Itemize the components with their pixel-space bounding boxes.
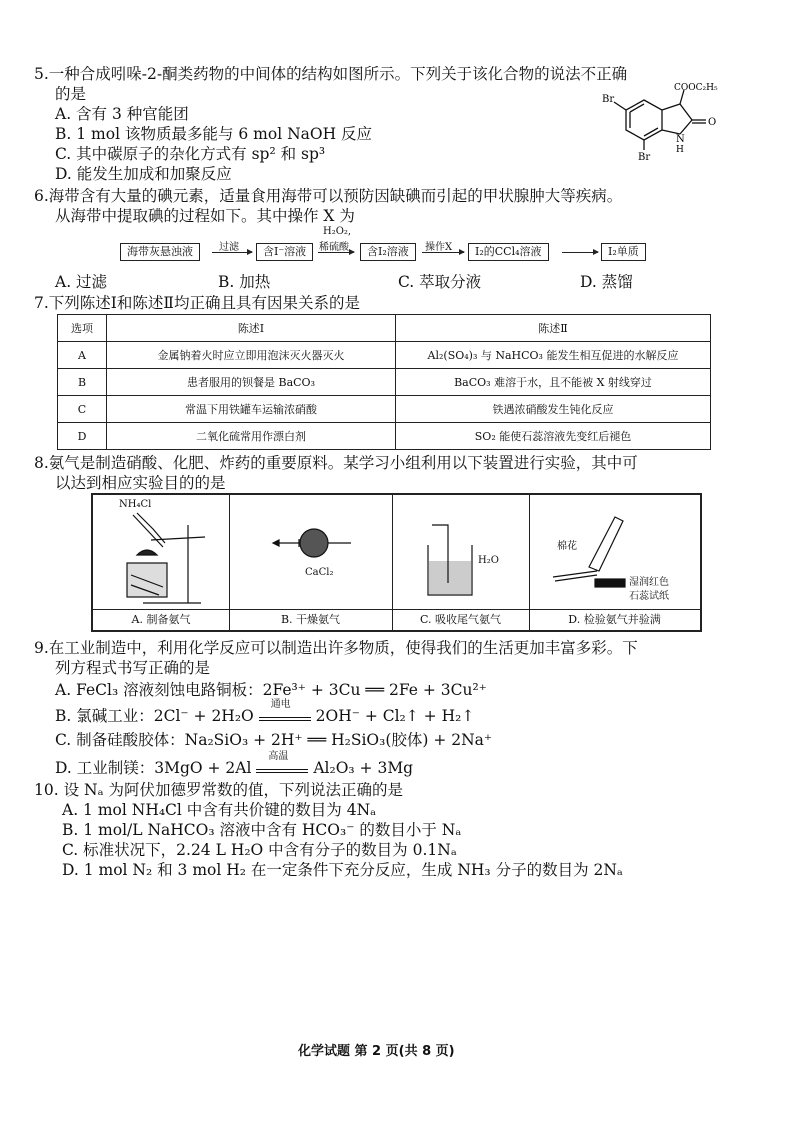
q6-flow-arrow4: [562, 252, 598, 253]
table-row: [58, 342, 711, 369]
q9-d-arrow: [256, 751, 308, 773]
q8-caption-a: A. 制备氨气: [93, 609, 229, 630]
q5-structure-diagram: [600, 80, 770, 162]
q8-apparatus-b: [229, 495, 393, 630]
q6-flow-label3: 操作X: [425, 242, 453, 253]
table-row: [58, 423, 711, 450]
q9-d-condition: 高温: [268, 751, 289, 762]
q9-option-c: C. 制备硅酸胶体：Na₂SiO₃ + 2H⁺ ══ H₂SiO₃(胶体) + 2Na⁺: [55, 731, 493, 749]
q7-stem: 7.下列陈述Ⅰ和陈述Ⅱ均正确且具有因果关系的是: [34, 294, 360, 312]
q6-option-b: B. 加热: [218, 273, 271, 291]
q9-option-a: A. FeCl₃ 溶液刻蚀电路铜板：2Fe³⁺ + 3Cu ══ 2Fe + 3Cu²⁺: [55, 681, 487, 699]
q8-paper-label-1: 湿润红色: [629, 577, 669, 588]
q10-option-c: C. 标准状况下，2.24 L H₂O 中含有分子的数目为 0.1Nₐ: [62, 841, 457, 859]
q10-stem: 10. 设 Nₐ 为阿伏加德罗常数的值，下列说法正确的是: [34, 781, 403, 799]
table-cell: 二氧化硫常用作漂白剂: [107, 423, 396, 450]
q9-d-right: Al₂O₃ + 3Mg: [313, 759, 414, 777]
q5-option-b: B. 1 mol 该物质最多能与 6 mol NaOH 反应: [55, 125, 373, 143]
q9-d-left: D. 工业制镁：3MgO + 2Al: [55, 759, 252, 777]
q9-stem-line1: 9.在工业制造中，利用化学反应可以制造出许多物质，使得我们的生活更加丰富多彩。下: [34, 639, 638, 657]
q8-apparatus-a: [93, 495, 230, 630]
q8-setup-a-drawing: [93, 495, 229, 609]
table-cell: 常温下用铁罐车运输浓硝酸: [107, 396, 396, 423]
q8-caption-c: C. 吸收尾气氨气: [392, 609, 529, 630]
q5-stem-line1: 5.一种合成吲哚-2-酮类药物的中间体的结构如图所示。下列关于该化合物的说法不正确: [34, 65, 628, 83]
q6-flow-box2: 含I⁻溶液: [256, 243, 313, 261]
q5-option-c: C. 其中碳原子的杂化方式有 sp² 和 sp³: [55, 145, 326, 163]
q6-option-d: D. 蒸馏: [580, 273, 633, 291]
q6-stem-line1: 6.海带含有大量的碘元素，适量食用海带可以预防因缺碘而引起的甲状腺肿大等疾病。: [34, 187, 623, 205]
table-cell: D: [58, 423, 107, 450]
q8-paper-label-2: 石蕊试纸: [629, 591, 669, 602]
table-cell: B: [58, 369, 107, 396]
q9-b-condition: 通电: [270, 699, 291, 710]
q6-flow-box3: 含I₂溶液: [360, 243, 416, 261]
q6-stem-line2: 从海带中提取碘的过程如下。其中操作 X 为: [55, 207, 355, 225]
q5-h-label: H: [676, 145, 684, 155]
q9-option-d: [55, 751, 414, 778]
q9-b-right: 2OH⁻ + Cl₂↑ + H₂↑: [315, 707, 475, 725]
q5-br-bottom: Br: [638, 152, 651, 162]
table-header-cell: 选项: [58, 315, 107, 342]
q6-flow-box1: 海带灰悬浊液: [120, 243, 200, 261]
table-row: [58, 369, 711, 396]
table-cell: SO₂ 能使石蕊溶液先变红后褪色: [396, 423, 711, 450]
table-cell: A: [58, 342, 107, 369]
q10-option-b: B. 1 mol/L NaHCO₃ 溶液中含有 HCO₃⁻ 的数目小于 Nₐ: [62, 821, 462, 839]
q10-option-a: A. 1 mol NH₄Cl 中含有共价键的数目为 4Nₐ: [62, 801, 377, 819]
q8-h2o-label: H₂O: [478, 555, 499, 566]
q10-option-d: D. 1 mol N₂ 和 3 mol H₂ 在一定条件下充分反应，生成 NH₃ 分子的数目为 2Nₐ: [62, 861, 623, 879]
q8-cacl2-label: CaCl₂: [305, 567, 334, 578]
q8-caption-b: B. 干燥氨气: [229, 609, 392, 630]
q6-flow-label2b: 稀硫酸: [319, 242, 349, 253]
q5-o-label: O: [708, 117, 717, 128]
q8-stem-line2: 以达到相应实验目的的是: [55, 474, 226, 492]
q5-option-d: D. 能发生加成和加聚反应: [55, 165, 232, 183]
q8-setup-d-drawing: [529, 495, 700, 609]
table-header-cell: 陈述Ⅰ: [107, 315, 396, 342]
table-header-cell: 陈述Ⅱ: [396, 315, 711, 342]
q6-option-a: A. 过滤: [55, 273, 108, 291]
q8-apparatus-c: [392, 495, 530, 630]
q6-flow-box4: I₂的CCl₄溶液: [468, 243, 549, 261]
table-cell: C: [58, 396, 107, 423]
table-header-row: [58, 315, 711, 342]
page-footer: 化学试题 第 2 页(共 8 页): [298, 1044, 455, 1059]
q5-n-label: N: [676, 134, 685, 145]
q9-option-b: [55, 699, 475, 726]
q8-nh4cl-label: NH₄Cl: [119, 499, 152, 510]
q7-table: [57, 314, 711, 450]
q8-setup-c-drawing: [392, 495, 529, 609]
q8-cotton-label: 棉花: [557, 541, 577, 552]
q5-ester-label: COOC₂H₅: [674, 83, 718, 93]
q5-br-top: Br: [602, 94, 615, 105]
q9-b-left: B. 氯碱工业：2Cl⁻ + 2H₂O: [55, 707, 254, 725]
table-cell: 铁遇浓硝酸发生钝化反应: [396, 396, 711, 423]
q6-option-c: C. 萃取分液: [398, 273, 482, 291]
table-cell: BaCO₃ 难溶于水，且不能被 X 射线穿过: [396, 369, 711, 396]
q8-setup-b-drawing: [229, 495, 392, 609]
q5-stem-line2: 的是: [55, 85, 87, 103]
q6-flow-box5: I₂单质: [601, 243, 646, 261]
table-cell: 患者服用的钡餐是 BaCO₃: [107, 369, 396, 396]
q9-b-arrow: [259, 699, 311, 721]
q9-stem-line2: 列方程式书写正确的是: [55, 659, 211, 677]
table-cell: 金属钠着火时应立即用泡沫灭火器灭火: [107, 342, 396, 369]
table-cell: Al₂(SO₄)₃ 与 NaHCO₃ 能发生相互促进的水解反应: [396, 342, 711, 369]
q8-apparatus-d: [529, 495, 700, 630]
q8-caption-d: D. 检验氨气并验满: [529, 609, 700, 630]
q5-option-a: A. 含有 3 种官能团: [55, 105, 189, 123]
q8-stem-line1: 8.氨气是制造硝酸、化肥、炸药的重要原料。某学习小组利用以下装置进行实验，其中可: [34, 454, 638, 472]
q8-apparatus-panel: [91, 493, 702, 632]
table-row: [58, 396, 711, 423]
q6-flow-label1: 过滤: [219, 242, 239, 253]
q6-flow-label2a: H₂O₂,: [323, 226, 352, 237]
